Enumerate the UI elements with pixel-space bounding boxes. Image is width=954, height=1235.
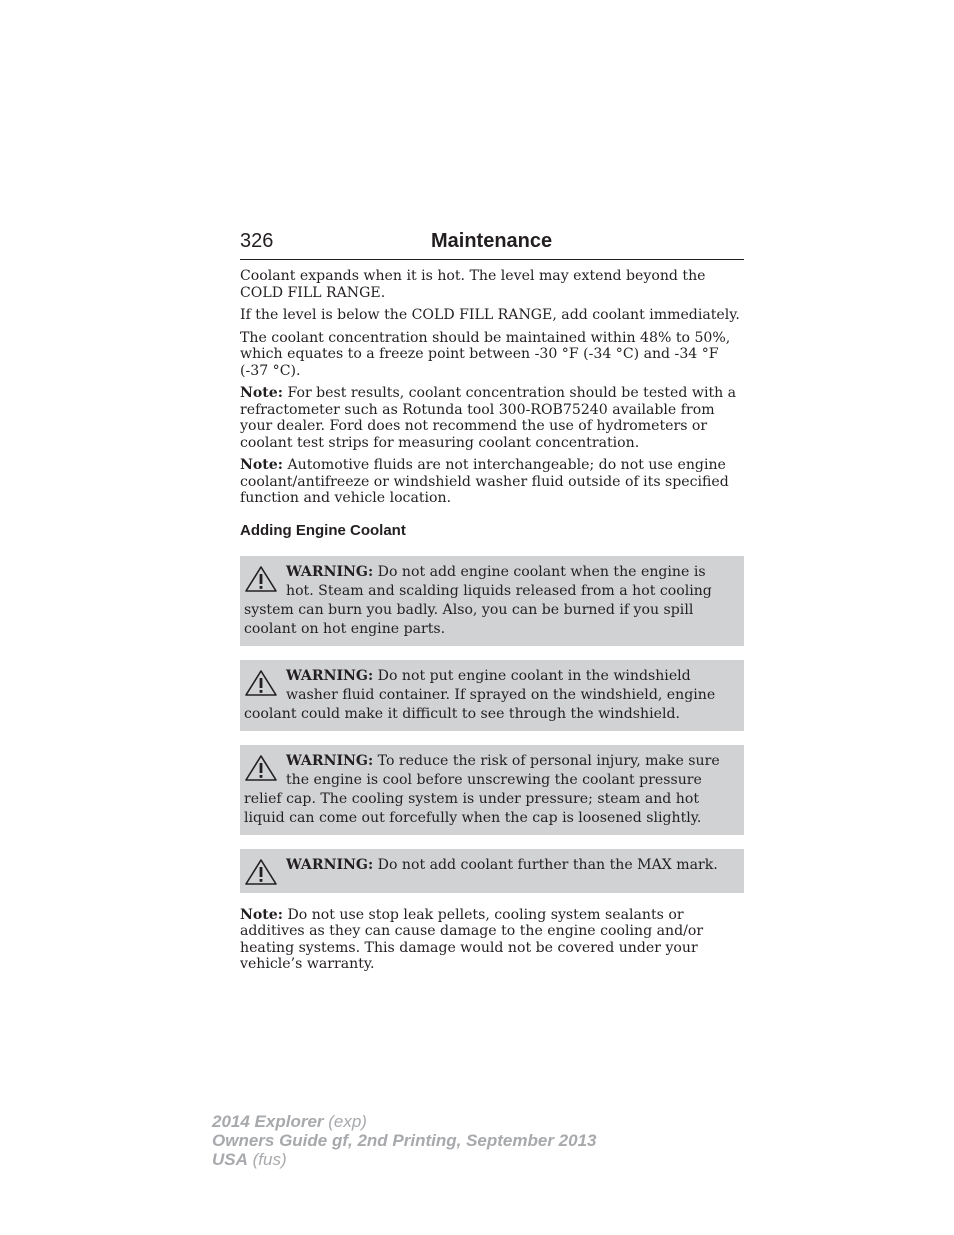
footer-line xyxy=(212,1112,712,1131)
warning-box xyxy=(240,660,744,731)
note-label: Note: xyxy=(240,457,283,473)
footer-guide-line: Owners Guide gf, 2nd Printing, September 2013 xyxy=(212,1131,597,1150)
note-paragraph xyxy=(240,907,744,973)
footer-model-code: (exp) xyxy=(323,1112,367,1131)
paragraph: Coolant expands when it is hot. The level may extend beyond the COLD FILL RANGE. xyxy=(240,268,706,301)
footer-market-code: (fus) xyxy=(247,1150,287,1169)
footer-model: 2014 Explorer xyxy=(212,1112,324,1131)
paragraph: The coolant concentration should be maintained within 48% to 50%, which equates to a freeze point between -30 °F (-34 °C) and -34 °F (-37 °C). xyxy=(240,329,731,379)
warning-text: Do not add coolant further than the MAX mark. xyxy=(373,856,718,873)
warning-triangle-icon xyxy=(244,858,278,886)
warning-label: WARNING: xyxy=(286,667,374,684)
footer-market: USA xyxy=(212,1150,248,1169)
warning-label: WARNING: xyxy=(286,856,374,873)
footer-line xyxy=(212,1150,712,1169)
warning-text: Do not put engine coolant in the windshield washer fluid container. If sprayed on the windshield, engine coolant could make it difficult to see through the windshield. xyxy=(244,667,716,722)
warning-text: To reduce the risk of personal injury, make sure the engine is cool before unscrewing the coolant pressure relief cap. The cooling system is under pressure; steam and hot liquid can come out forcefully when the cap is loosened slightly. xyxy=(244,752,720,826)
note-label: Note: xyxy=(240,385,283,401)
page-content xyxy=(240,268,744,979)
page-number: 326 xyxy=(240,230,274,252)
section-title: Maintenance xyxy=(431,230,553,252)
paragraph: If the level is below the COLD FILL RANGE, add coolant immediately. xyxy=(240,307,740,323)
page-header xyxy=(240,229,744,260)
warning-box xyxy=(240,849,744,893)
note-paragraph xyxy=(240,457,744,507)
warning-box xyxy=(240,745,744,835)
page-footer xyxy=(212,1112,712,1169)
warning-triangle-icon xyxy=(244,669,278,697)
note-label: Note: xyxy=(240,906,283,923)
subheading: Adding Engine Coolant xyxy=(240,521,406,539)
warning-label: WARNING: xyxy=(286,752,374,769)
note-text: Do not use stop leak pellets, cooling system sealants or additives as they can cause damage to the engine cooling and/or heating systems. This damage would not be covered under your vehicle’s warranty. xyxy=(240,906,704,972)
note-text: Automotive fluids are not interchangeable; do not use engine coolant/antifreeze or windshield washer fluid outside of its specified function and vehicle location. xyxy=(240,457,729,506)
note-text: For best results, coolant concentration should be tested with a refractometer such as Rotunda tool 300-ROB75240 available from your dealer. Ford does not recommend the use of hydrometers or coolant test strips for measuring coolant concentration. xyxy=(240,385,737,451)
warning-box xyxy=(240,556,744,646)
warning-triangle-icon xyxy=(244,754,278,782)
note-paragraph xyxy=(240,385,744,451)
warning-triangle-icon xyxy=(244,565,278,593)
warning-text: Do not add engine coolant when the engine is hot. Steam and scalding liquids released from a hot cooling system can burn you badly. Also, you can be burned if you spill coolant on hot engine parts. xyxy=(244,563,712,637)
warning-label: WARNING: xyxy=(286,563,374,580)
